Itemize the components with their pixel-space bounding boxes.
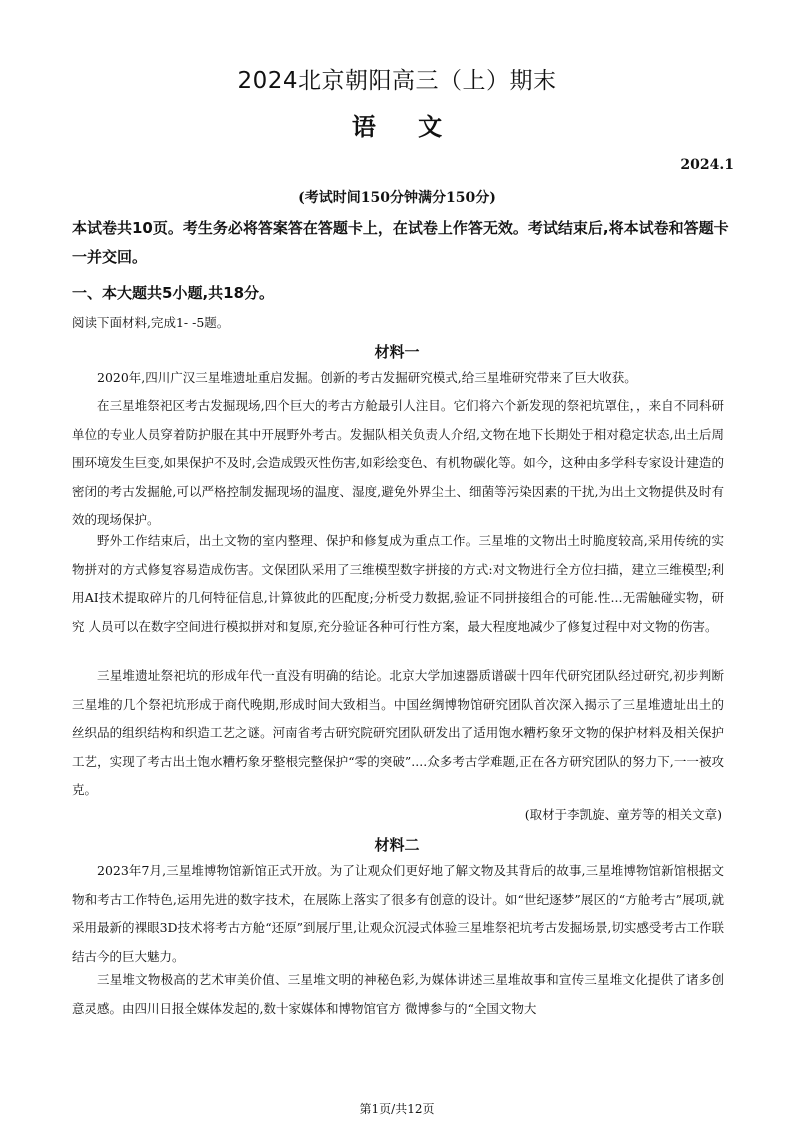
reading-instruction: 阅读下面材料,完成1- -5题。	[72, 315, 230, 330]
material-two-paragraph: 三星堆文物极高的艺术审美价值、三星堆文明的神秘色彩,为媒体讲述三星堆故事和宣传三星堆文化提供了诸多创意灵感。由四川日报全媒体发起的,数十家媒体和博物馆官方 微博参与的“全国文物大	[72, 972, 724, 1016]
material-one-paragraph: 在三星堆祭祀区考古发掘现场,四个巨大的考古方舱最引人注目。它们将六个新发现的祭祀坑罩住，，来自不同科研单位的专业人员穿着防护服在其中开展野外考古。发掘队相关负责人介绍,文物在地下长期处于相对稳定状态,出土后周围环境发生巨变,如果保护不及时,会造成毁灭性伤害,如彩绘变色、有机物碳化等。如今，这种由多学科专家设计建造的密闭的考古发掘舱,可以严格控制发掘现场的温度、湿度,避免外界尘土、细菌等污染因素的干扰,为出土文物提供及时有效的现场保护。	[72, 398, 724, 527]
material-one-paragraph: 三星堆遗址祭祀坑的形成年代一直没有明确的结论。北京大学加速器质谱碳十四年代研究团队经过研究,初步判断三星堆的几个祭祀坑形成于商代晚期,形成时间大致相当。中国丝绸博物馆研究团队首次深入揭示了三星堆遗址出土的丝织品的组织结构和织造工艺之谜。河南省考古研究院研究团队研发出了适用饱水糟朽象牙文物的保护材料及相关保护工艺，实现了考古出土饱水糟朽象牙整根完整保护“零的突破”....众多考古学难题,正在各方研究团队的努力下,一一被攻克。	[72, 668, 724, 797]
material-one-paragraph: 2020年,四川广汉三星堆遗址重启发掘。创新的考古发掘研究模式,给三星堆研究带来了巨大收获。	[97, 370, 637, 385]
exam-date: 2024.1	[680, 157, 734, 173]
page-number: 第1页/共12页	[359, 1102, 435, 1116]
exam-info: (考试时间150分钟满分150分)	[298, 190, 496, 206]
material-one-title: 材料一	[374, 343, 420, 361]
material-two-title: 材料二	[374, 836, 420, 854]
material-one-paragraph: 野外工作结束后，出土文物的室内整理、保护和修复成为重点工作。三星堆的文物出土时脆度较高,采用传统的实物拼对的方式修复容易造成伤害。文保团队采用了三维模型数字拼接的方式:对文物进行全方位扫描，建立三维模型;利用AI技术提取碎片的几何特征信息,计算彼此的匹配度;分析受力数据,验证不同拼接组合的可能.性...无需触碰实物，研究 人员可以在数字空间进行模拟拼对和复原,充分验证各种可行性方案，最大程度地减少了修复过程中对文物的伤害。	[72, 533, 724, 634]
exam-notice: 本试卷共10页。考生务必将答案答在答题卡上，在试卷上作答无效。考试结束后,将本试卷和答题卡一并交回。	[72, 219, 729, 266]
section-heading: 一、本大题共5小题,共18分。	[72, 284, 275, 302]
subject-title: 语 文	[351, 112, 443, 141]
material-one-source: (取材于李凯旋、童芳等的相关文章)	[524, 807, 722, 822]
page-title: 2024北京朝阳高三（上）期末	[237, 68, 557, 94]
material-two-paragraph: 2023年7月,三星堆博物馆新馆正式开放。为了让观众们更好地了解文物及其背后的故事,三星堆博物馆新馆根据文物和考古工作特色,运用先进的数字技术，在展陈上落实了很多有创意的设计。如“世纪逐梦”展区的“方舱考古”展项,就采用最新的裸眼3D技术将考古方舱“还原”到展厅里,让观众沉浸式体验三星堆祭祀坑考古发掘场景,切实感受考古工作联结古今的巨大魅力。	[72, 863, 724, 964]
